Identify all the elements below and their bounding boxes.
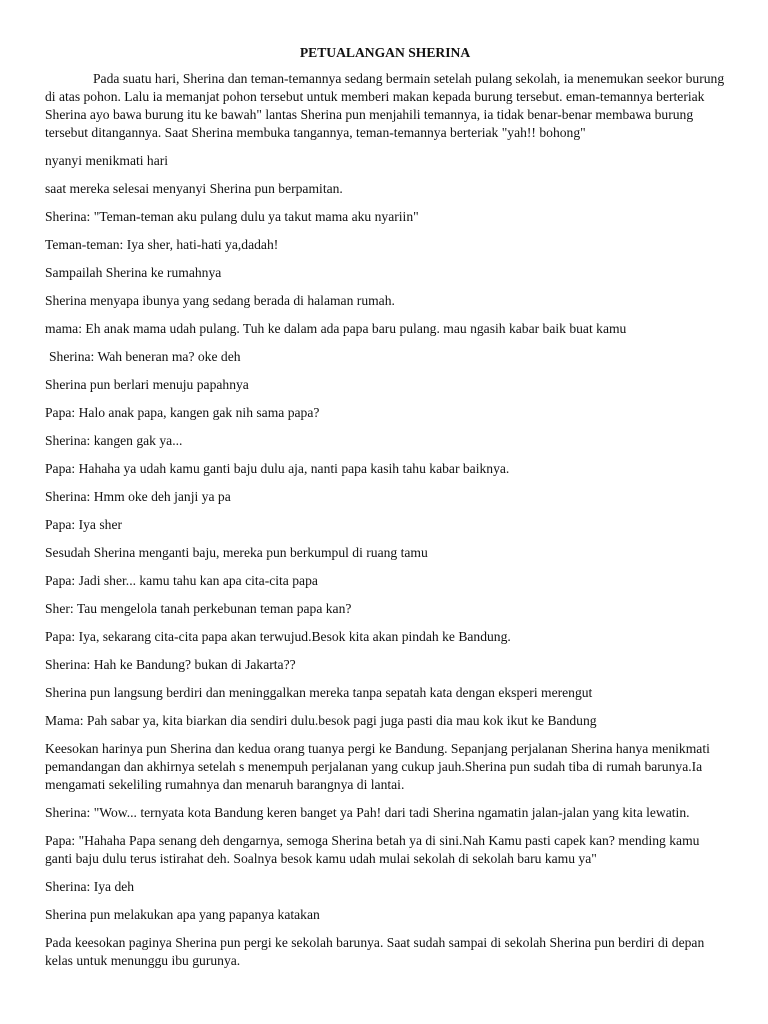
paragraph: Sherina pun berlari menuju papahnya — [45, 377, 249, 392]
dialogue-line: Sherina: Hmm oke deh janji ya pa — [45, 489, 231, 504]
document-title: PETUALANGAN SHERINA — [299, 45, 471, 60]
paragraph: Pada keesokan paginya Sherina pun pergi ke sekolah barunya. Saat sudah sampai di sekolah Sherina pun berdiri di depan kelas untuk menunggu ibu gurunya. — [45, 935, 705, 968]
dialogue-line: Sherina: Hah ke Bandung? bukan di Jakarta?? — [45, 657, 296, 672]
dialogue-line: Sherina: Iya deh — [45, 879, 135, 894]
dialogue-line: Teman-teman: Iya sher, hati-hati ya,dadah! — [45, 237, 279, 252]
dialogue-line: Sherina: kangen gak ya... — [45, 433, 183, 448]
dialogue-line: Sherina: Wah beneran ma? oke deh — [49, 349, 241, 364]
document-page — [45, 44, 725, 980]
dialogue-line: Sherina: "Teman-teman aku pulang dulu ya takut mama aku nyariin" — [45, 209, 419, 224]
dialogue-line: Mama: Pah sabar ya, kita biarkan dia sendiri dulu.besok pagi juga pasti dia mau kok ikut ke Bandung — [45, 713, 597, 728]
dialogue-line: Papa: "Hahaha Papa senang deh dengarnya, semoga Sherina betah ya di sini.Nah Kamu pasti capek kan? mending kamu ganti baju dulu terus istirahat deh. Soalnya besok kamu udah mulai sekolah di sekolah baru kamu ya" — [45, 833, 700, 866]
paragraph: Sesudah Sherina menganti baju, mereka pun berkumpul di ruang tamu — [45, 545, 428, 560]
paragraph: Sherina pun langsung berdiri dan meninggalkan mereka tanpa sepatah kata dengan eksperi merengut — [45, 685, 593, 700]
paragraph: Sherina menyapa ibunya yang sedang berada di halaman rumah. — [45, 293, 395, 308]
paragraph-intro: Pada suatu hari, Sherina dan teman-temannya sedang bermain setelah pulang sekolah, ia menemukan seekor burung di atas pohon. Lalu ia memanjat pohon tersebut untuk memberi makan kepada burung tersebut. eman-temannya berteriak Sherina ayo bawa burung itu ke bawah" lantas Sherina pun menjahili temannya, ia tidak benar-benar membawa burung tersebut ditangannya. Saat Sherina membuka tangannya, teman-temannya berteriak "yah!! bohong" — [45, 71, 725, 140]
dialogue-line: Papa: Iya sher — [45, 517, 123, 532]
dialogue-line: Papa: Hahaha ya udah kamu ganti baju dulu aja, nanti papa kasih tahu kabar baiknya. — [45, 461, 510, 476]
paragraph: Sampailah Sherina ke rumahnya — [45, 265, 222, 280]
dialogue-line: Sher: Tau mengelola tanah perkebunan teman papa kan? — [45, 601, 352, 616]
paragraph: saat mereka selesai menyanyi Sherina pun berpamitan. — [45, 181, 343, 196]
dialogue-line: Papa: Iya, sekarang cita-cita papa akan terwujud.Besok kita akan pindah ke Bandung. — [45, 629, 511, 644]
dialogue-line: Papa: Jadi sher... kamu tahu kan apa cita-cita papa — [45, 573, 318, 588]
dialogue-line: Sherina: "Wow... ternyata kota Bandung keren banget ya Pah! dari tadi Sherina ngamatin jalan-jalan yang kita lewatin. — [45, 805, 690, 820]
paragraph: Keesokan harinya pun Sherina dan kedua orang tuanya pergi ke Bandung. Sepanjang perjalanan Sherina hanya menikmati pemandangan dan akhirnya setelah s menempuh perjalanan yang cukup jauh.Sherina pun sudah tiba di rumah barunya.Ia mengamati sekeliling rumahnya dan menaruh barangnya di lantai. — [45, 741, 710, 792]
dialogue-line: Papa: Halo anak papa, kangen gak nih sama papa? — [45, 405, 320, 420]
paragraph: Sherina pun melakukan apa yang papanya katakan — [45, 907, 320, 922]
dialogue-line: mama: Eh anak mama udah pulang. Tuh ke dalam ada papa baru pulang. mau ngasih kabar baik buat kamu — [45, 321, 627, 336]
paragraph: nyanyi menikmati hari — [45, 153, 169, 168]
